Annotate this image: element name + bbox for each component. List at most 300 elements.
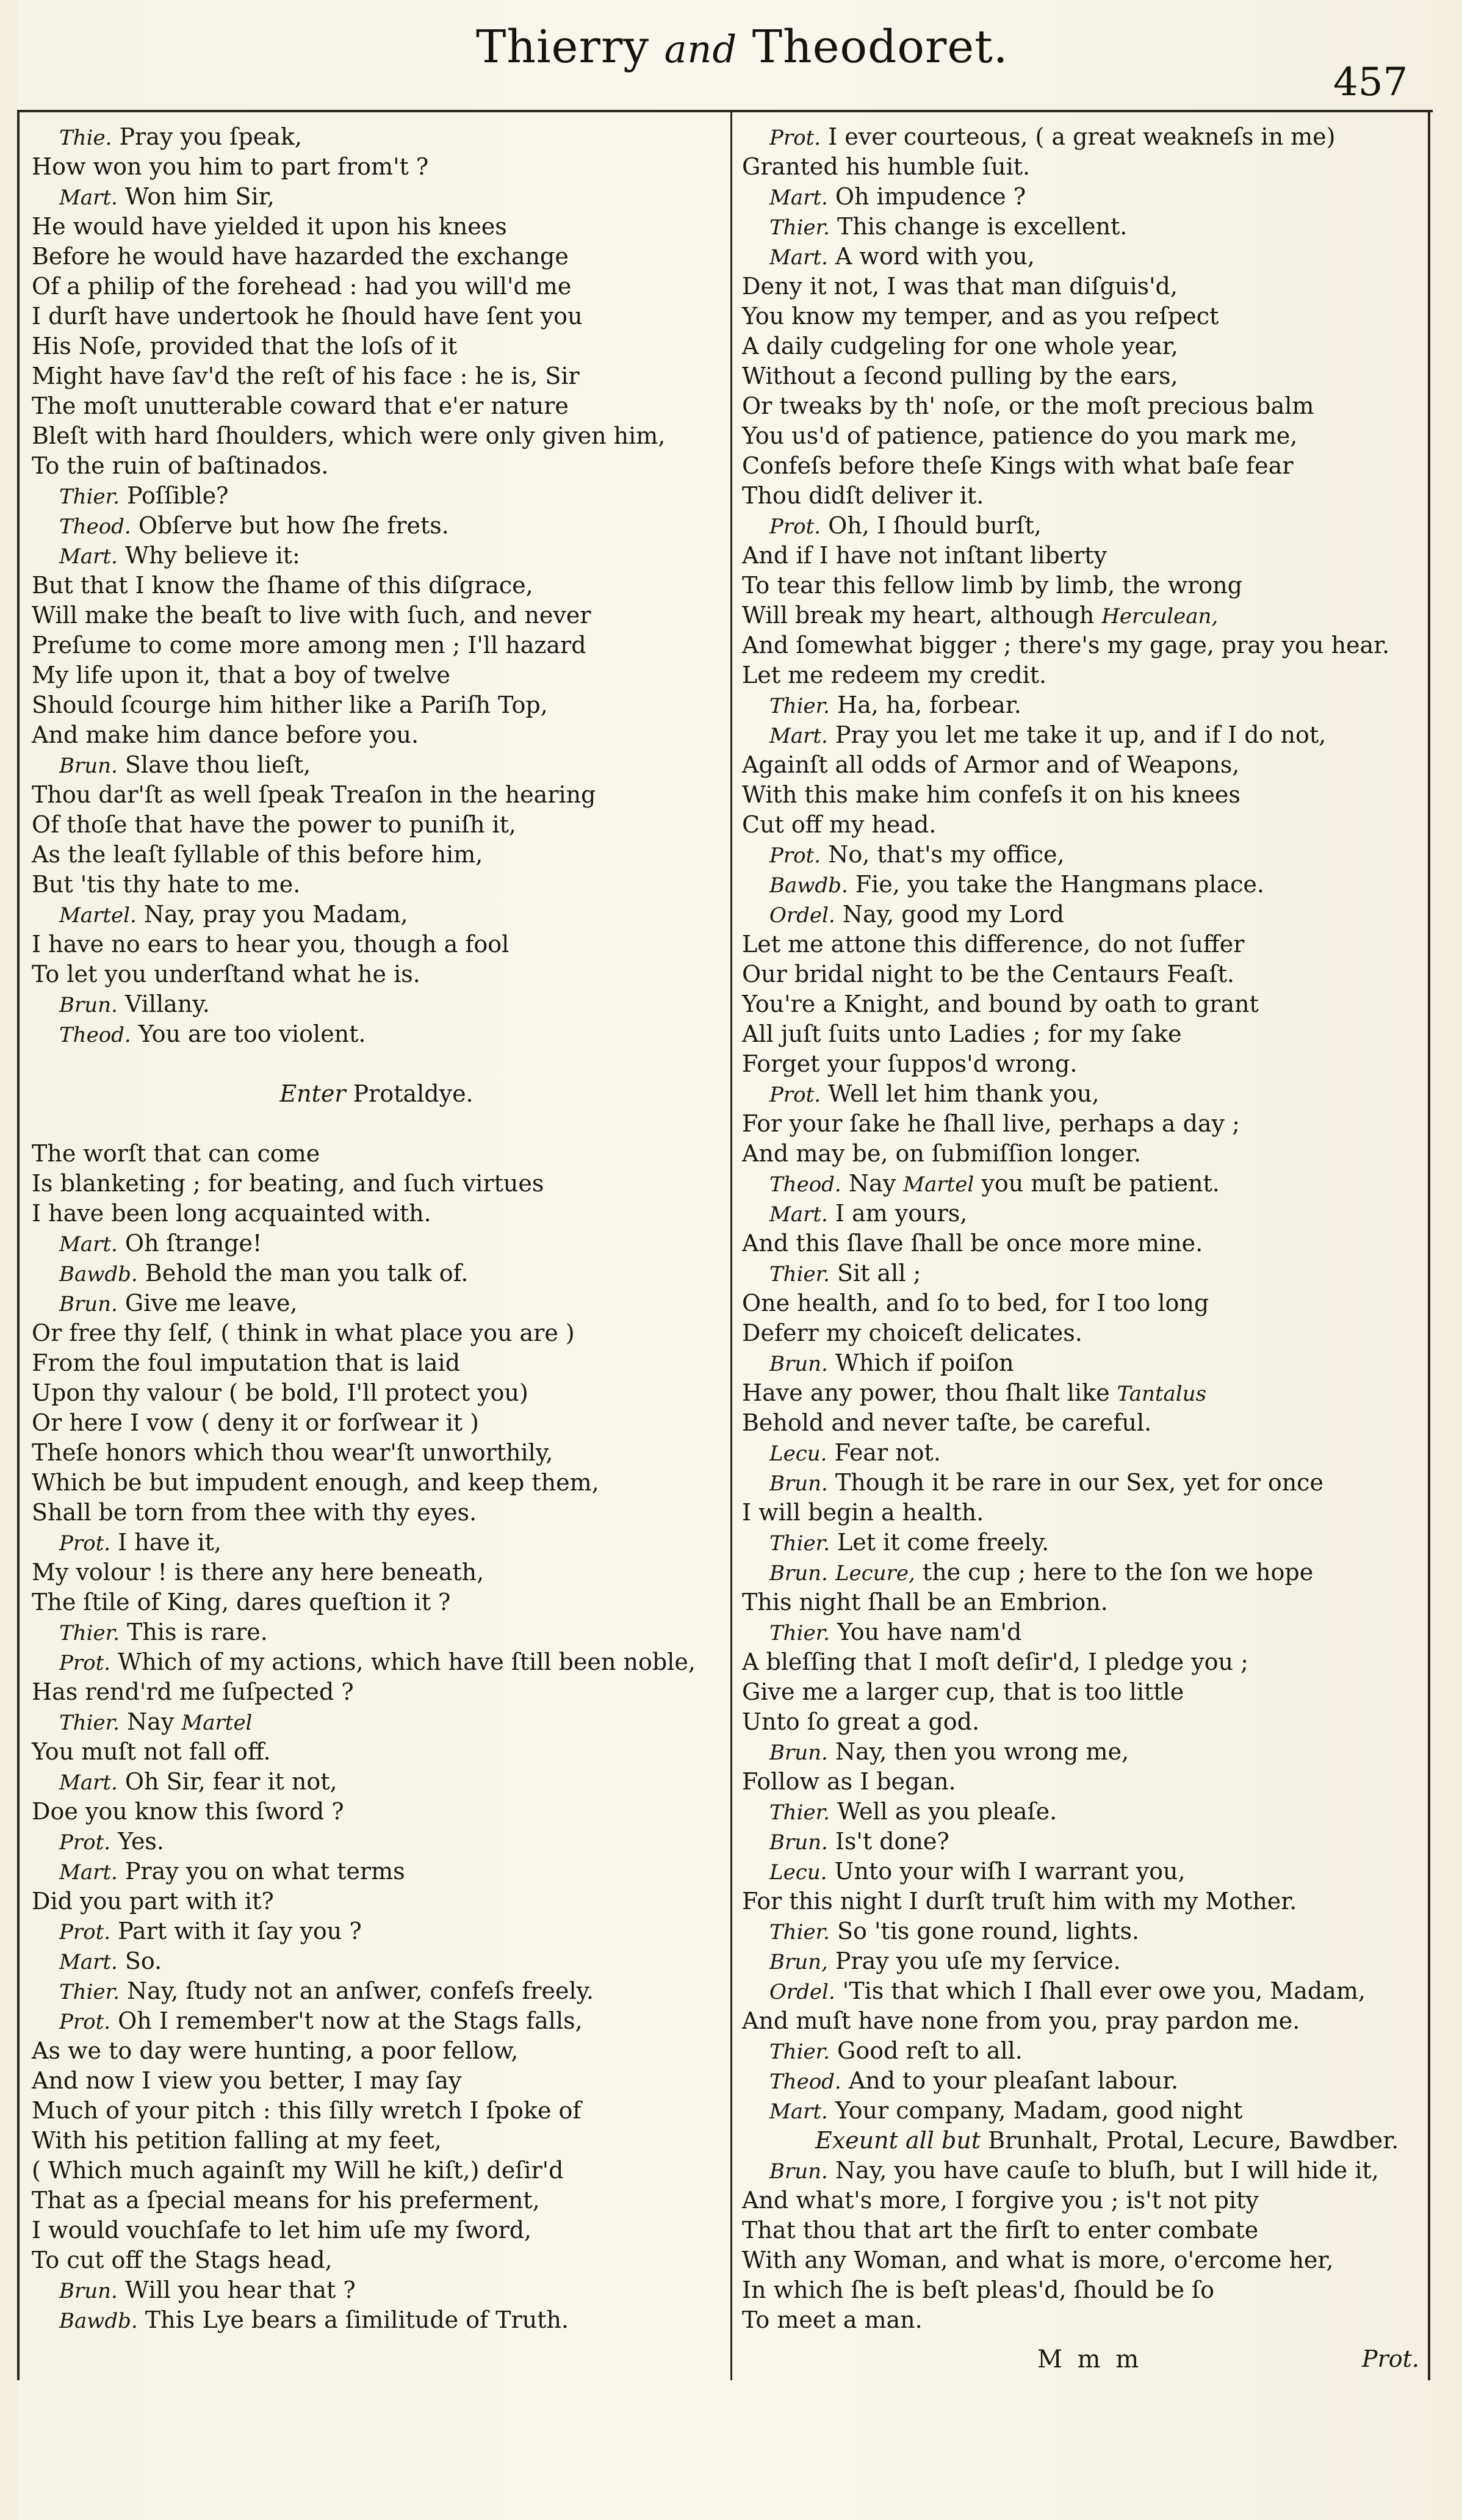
running-title [476, 21, 1008, 73]
right-text-column [742, 122, 1422, 2335]
speaker-name: Prot. [769, 843, 821, 868]
verse-line [742, 930, 1422, 959]
speaker-name: Brun. [769, 1741, 828, 1765]
verse-line [742, 1587, 1422, 1617]
italic-name: Martel [181, 1711, 253, 1735]
speaker-name: Martel. [59, 903, 137, 928]
line-text: Or tweaks by th' noſe, or the moſt precious balm [742, 392, 1314, 419]
line-text: Is blanketing ; for beating, and ſuch virtues [32, 1170, 544, 1197]
verse-line [32, 1707, 721, 1737]
verse-line [32, 1378, 721, 1408]
left-text-column [32, 122, 721, 2335]
line-text: So 'tis gone round, lights. [829, 1918, 1140, 1944]
line-text: Nay [841, 1170, 904, 1197]
line-text: To the ruin of baſtinados. [32, 452, 329, 479]
line-text: Pray you uſe my ſervice. [827, 1948, 1121, 1974]
line-text: Poſſible? [119, 482, 229, 509]
speaker-name: Thier. [59, 1711, 120, 1735]
verse-line [32, 152, 721, 182]
verse-line [742, 1498, 1422, 1528]
line-text: Much of your pitch : this ſilly wretch I ſpoke of [32, 2097, 582, 2124]
speaker-name: Mart. [59, 1950, 118, 1974]
verse-line [32, 1767, 721, 1797]
speaker-name: Thier. [59, 1621, 120, 1645]
line-text: As the leaſt ſyllable of this before him, [32, 841, 483, 868]
line-text: To tear this fellow limb by limb, the wrong [742, 572, 1242, 599]
line-text: I durſt have undertook he ſhould have ſent you [32, 303, 583, 330]
speaker-name: Prot. [769, 126, 821, 150]
verse-line [32, 331, 721, 361]
verse-line [742, 481, 1422, 511]
speaker-name: Ordel. [769, 903, 835, 928]
line-text: Your company, Madam, good night [827, 2097, 1243, 2124]
verse-line [742, 1857, 1422, 1886]
line-text: I have it, [110, 1529, 221, 1556]
line-text: And now I view you better, I may ſay [32, 2067, 462, 2094]
verse-line [742, 1916, 1422, 1946]
line-text: Nay [119, 1708, 182, 1735]
verse-line [742, 959, 1422, 989]
line-text: And make him dance before you. [32, 721, 419, 748]
stage-direction [742, 2126, 1422, 2156]
signature-mark: M m m [1037, 2345, 1143, 2374]
speaker-name: Thier. [769, 1800, 830, 1825]
line-text: Will make the beaſt to live with ſuch, and never [32, 602, 591, 629]
line-text: ( Which much againſt my Will he kiſt,) deſir'd [32, 2157, 564, 2184]
line-text: Deny it not, I was that man diſguis'd, [742, 273, 1178, 300]
verse-line [742, 1647, 1422, 1677]
verse-line [32, 690, 721, 720]
verse-line [32, 2006, 721, 2036]
line-text: This change is excellent. [829, 213, 1128, 240]
verse-line [32, 1199, 721, 1229]
line-text: In which ſhe is beſt pleas'd, ſhould be ſo [742, 2276, 1214, 2303]
verse-line [742, 421, 1422, 451]
verse-line [32, 1916, 721, 1946]
line-text: Why believe it: [117, 542, 300, 569]
line-text: Upon thy valour ( be bold, I'll protect you) [32, 1379, 528, 1406]
line-text: Bleſt with hard ſhoulders, which were only given him, [32, 422, 666, 449]
verse-line [742, 1707, 1422, 1737]
speaker-name: Brun. [769, 1352, 828, 1376]
blank-line [32, 1109, 721, 1139]
verse-line [32, 870, 721, 900]
line-text: Won him Sir, [117, 183, 275, 210]
line-text: Let me redeem my credit. [742, 662, 1047, 688]
speaker-name: Prot. [59, 1651, 111, 1675]
verse-line [32, 2126, 721, 2156]
verse-line [742, 1049, 1422, 1079]
line-text: Deferr my choiceſt delicates. [742, 1320, 1082, 1346]
line-text: Of thoſe that have the power to puniſh it, [32, 811, 517, 838]
line-text: Before he would have hazarded the exchange [32, 243, 569, 270]
verse-line [742, 601, 1422, 630]
verse-line [742, 1946, 1422, 1976]
verse-line [32, 451, 721, 481]
stage-direction [32, 1079, 721, 1109]
line-text: The worſt that can come [32, 1140, 320, 1167]
line-text: Though it be rare in our Sex, yet for once [827, 1469, 1323, 1496]
speaker-name: Thier. [769, 694, 830, 718]
verse-line [742, 1468, 1422, 1498]
speaker-name: Ordel. [769, 1980, 835, 2004]
verse-line [32, 1617, 721, 1647]
verse-line [742, 1886, 1422, 1916]
line-text: Without a ſecond pulling by the ears, [742, 363, 1178, 389]
speaker-name: Brun. [59, 2279, 118, 2303]
verse-line [742, 122, 1422, 152]
verse-line [32, 630, 721, 660]
speaker-name: Mart. [769, 186, 828, 210]
line-text: Pray you on what terms [117, 1858, 405, 1885]
speaker-name: Bawdb. [769, 873, 848, 898]
speaker-name: Mart. [769, 245, 828, 270]
verse-line [32, 1976, 721, 2006]
verse-line [742, 361, 1422, 391]
line-text: And if I have not inſtant liberty [742, 542, 1107, 569]
verse-line [742, 989, 1422, 1019]
line-text: Fie, you take the Hangmans place. [848, 871, 1264, 898]
verse-line [32, 541, 721, 571]
verse-line [742, 1318, 1422, 1348]
speaker-name: Bawdb. [59, 1262, 138, 1287]
line-text: That thou that art the firſt to enter combate [742, 2217, 1259, 2244]
verse-line [32, 1647, 721, 1677]
line-text: Well let him thank you, [821, 1080, 1100, 1107]
line-text: Or here I vow ( deny it or forſwear it ) [32, 1409, 479, 1436]
line-text: Behold the man you talk of. [137, 1260, 469, 1287]
speaker-name: Thier. [59, 485, 120, 509]
line-text: And muſt have none from you, pray pardon me. [742, 2007, 1300, 2034]
verse-line [32, 840, 721, 870]
speaker-name: Thier. [769, 1262, 830, 1287]
header-rule [17, 110, 1433, 112]
catchword: Prot. [1362, 2345, 1419, 2372]
verse-line [32, 1408, 721, 1438]
verse-line [742, 1797, 1422, 1827]
speaker-name: Brun. [769, 2159, 828, 2184]
verse-line [742, 2066, 1422, 2096]
verse-line [32, 1737, 721, 1767]
verse-line [32, 780, 721, 810]
line-text: Nay, ſtudy not an anſwer, confeſs freely. [119, 1977, 594, 2004]
verse-line [32, 1886, 721, 1916]
line-text: Have any power, thou ſhalt like [742, 1379, 1117, 1406]
line-text: Pray you ſpeak, [112, 123, 302, 150]
line-text: One health, and ſo to bed, for I too long [742, 1290, 1209, 1316]
line-text: Shall be torn from thee with thy eyes. [32, 1499, 477, 1526]
line-text: With any Woman, and what is more, o'ercome her, [742, 2247, 1334, 2273]
verse-line [32, 1797, 721, 1827]
line-text: To cut off the Stags head, [32, 2247, 333, 2273]
line-text: My volour ! is there any here beneath, [32, 1559, 484, 1586]
verse-line [32, 1169, 721, 1199]
verse-line [742, 1199, 1422, 1229]
verse-line [32, 2186, 721, 2215]
line-text: With his petition falling at my feet, [32, 2127, 442, 2154]
verse-line [32, 481, 721, 511]
line-text: No, that's my office, [821, 841, 1065, 868]
verse-line [742, 2305, 1422, 2335]
verse-line [742, 2215, 1422, 2245]
verse-line [32, 1677, 721, 1707]
verse-line [32, 2245, 721, 2275]
line-text: With this make him confeſs it on his knees [742, 781, 1241, 808]
line-text: All juſt ſuits unto Ladies ; for my ſake [742, 1020, 1182, 1047]
italic-name: Tantalus [1117, 1382, 1207, 1406]
line-text: Good reſt to all. [829, 2037, 1023, 2064]
verse-line [742, 331, 1422, 361]
speaker-name: Brun. [59, 993, 118, 1017]
verse-line [742, 511, 1422, 541]
verse-line [742, 571, 1422, 601]
verse-line [742, 1737, 1422, 1767]
line-text: Let me attone this difference, do not ſuffer [742, 931, 1245, 958]
line-text: Well as you pleaſe. [829, 1798, 1057, 1825]
line-text: Confeſs before theſe Kings with what baſe fear [742, 452, 1294, 479]
verse-line [32, 301, 721, 331]
verse-line [742, 1617, 1422, 1647]
stage-direction-verb: Exeunt all but [815, 2127, 981, 2154]
column-divider-rule [730, 110, 732, 2380]
verse-line [32, 1258, 721, 1288]
verse-line [742, 1229, 1422, 1258]
line-text: A word with you, [827, 243, 1035, 270]
line-text: This night ſhall be an Embrion. [742, 1589, 1108, 1616]
line-text: Thou dar'ſt as well ſpeak Treaſon in the hearing [32, 781, 596, 808]
line-text: Might have ſav'd the reſt of his face : he is, Sir [32, 363, 580, 389]
speaker-name: Lecu. [769, 1860, 827, 1885]
speaker-name: Brun. [59, 754, 118, 778]
verse-line [742, 1558, 1422, 1587]
verse-line [742, 870, 1422, 900]
line-text: From the foul imputation that is laid [32, 1349, 461, 1376]
line-text: My life upon it, that a boy of twelve [32, 662, 450, 688]
verse-line [32, 2215, 721, 2245]
line-text: Follow as I began. [742, 1768, 956, 1795]
verse-line [32, 511, 721, 541]
italic-name: Martel [903, 1172, 974, 1197]
verse-line [32, 361, 721, 391]
line-text: Did you part with it? [32, 1888, 274, 1915]
line-text: Behold and never taſte, be careful. [742, 1409, 1152, 1436]
line-text: I will begin a health. [742, 1499, 984, 1526]
verse-line [742, 212, 1422, 242]
verse-line [742, 272, 1422, 301]
line-text: Or free thy ſelf, ( think in what place you are ) [32, 1320, 575, 1346]
line-text: A bleſſing that I moſt deſir'd, I pledge you ; [742, 1648, 1248, 1675]
verse-line [742, 1348, 1422, 1378]
line-text: His Noſe, provided that the loſs of it [32, 333, 458, 359]
italic-name: Herculean, [1101, 604, 1219, 629]
speaker-name: Mart. [769, 724, 828, 748]
line-text: You know my temper, and as you reſpect [742, 303, 1219, 330]
speaker-name: Brun, [769, 1950, 828, 1974]
line-text: I would vouchſafe to let him uſe my ſword, [32, 2217, 532, 2244]
verse-line [32, 1946, 721, 1976]
verse-line [742, 1169, 1422, 1199]
verse-line [742, 840, 1422, 870]
line-text: But that I know the ſhame of this diſgrace, [32, 572, 533, 599]
right-border-rule [1428, 110, 1430, 2380]
line-text: Slave thou lieſt, [117, 751, 311, 778]
verse-line [32, 930, 721, 959]
verse-line [32, 900, 721, 930]
verse-line [742, 1438, 1422, 1468]
verse-line [742, 780, 1422, 810]
verse-line [32, 750, 721, 780]
page-number: 457 [1333, 60, 1408, 105]
line-text: And may be, on ſubmiſſion longer. [742, 1140, 1142, 1167]
verse-line [742, 810, 1422, 840]
verse-line [742, 690, 1422, 720]
verse-line [742, 152, 1422, 182]
verse-line [742, 1767, 1422, 1797]
verse-line [32, 1857, 721, 1886]
line-text: Oh, I ſhould burſt, [821, 512, 1042, 539]
verse-line [32, 391, 721, 421]
speaker-name: Thier. [769, 1920, 830, 1944]
line-text: Nay, good my Lord [835, 901, 1064, 928]
line-text: You are too violent. [131, 1020, 366, 1047]
speaker-name: Brun. [769, 1471, 828, 1496]
verse-line [32, 2096, 721, 2126]
speaker-name: Prot. [769, 1083, 821, 1107]
verse-line [32, 2066, 721, 2096]
verse-line [742, 1139, 1422, 1169]
verse-line [742, 2096, 1422, 2126]
verse-line [742, 1827, 1422, 1857]
verse-line [742, 2006, 1422, 2036]
verse-line [32, 1558, 721, 1587]
italic-name: Lecure, [835, 1561, 915, 1586]
stage-direction-verb: Enter [279, 1080, 346, 1107]
line-text: Oh I remember't now at the Stags falls, [110, 2007, 583, 2034]
title-part1: Thierry [476, 21, 650, 73]
line-text: A daily cudgeling for one whole year, [742, 333, 1178, 359]
verse-line [32, 1438, 721, 1468]
speaker-name: Thier. [769, 215, 830, 240]
verse-line [742, 301, 1422, 331]
speaker-name: Prot. [769, 514, 821, 539]
verse-line [32, 2275, 721, 2305]
verse-line [32, 272, 721, 301]
verse-line [742, 242, 1422, 272]
speaker-name: Mart. [59, 1860, 118, 1885]
verse-line [32, 810, 721, 840]
speaker-name: Theod. [59, 1023, 131, 1047]
line-text [828, 1559, 835, 1586]
line-text: How won you him to part from't ? [32, 153, 429, 180]
line-text: Preſume to come more among men ; I'll hazard [32, 632, 586, 659]
line-text: To meet a man. [742, 2306, 923, 2333]
speaker-name: Prot. [59, 2010, 111, 2034]
line-text: I am yours, [827, 1200, 968, 1227]
line-text: Is't done? [827, 1828, 949, 1855]
line-text: Which if poiſon [827, 1349, 1014, 1376]
stage-direction-names: Brunhalt, Protal, Lecure, Bawdber. [981, 2127, 1399, 2154]
speaker-name: Thier. [59, 1980, 120, 2004]
line-text: Fear not. [827, 1439, 941, 1466]
speaker-name: Theod. [59, 514, 131, 539]
line-text: Of a philip of the forehead : had you will'd me [32, 273, 572, 300]
line-text: Oh Sir, fear it not, [117, 1768, 337, 1795]
speaker-name: Theod. [769, 1172, 841, 1197]
speaker-name: Thier. [769, 1531, 830, 1556]
speaker-name: Thie. [59, 126, 112, 150]
verse-line [742, 391, 1422, 421]
line-text: This Lye bears a ſimilitude of Truth. [137, 2306, 569, 2333]
verse-line [742, 541, 1422, 571]
line-text: This is rare. [119, 1619, 268, 1645]
verse-line [742, 1677, 1422, 1707]
speaker-name: Mart. [59, 186, 118, 210]
line-text: Let it come freely. [829, 1529, 1050, 1556]
speaker-name: Theod. [769, 2070, 841, 2094]
line-text: Sit all ; [829, 1260, 921, 1287]
verse-line [742, 1378, 1422, 1408]
stage-direction-names: Protaldye. [345, 1080, 474, 1107]
line-text: He would have yielded it upon his knees [32, 213, 507, 240]
left-border-rule [17, 110, 20, 2380]
verse-line [32, 2305, 721, 2335]
line-text: I have been long acquainted with. [32, 1200, 431, 1227]
line-text: Thou didſt deliver it. [742, 482, 984, 509]
verse-line [32, 2156, 721, 2186]
line-text: Unto your wiſh I warrant you, [827, 1858, 1186, 1885]
line-text: I ever courteous, ( a great weakneſs in me) [821, 123, 1336, 150]
verse-line [32, 1827, 721, 1857]
speaker-name: Mart. [59, 1771, 118, 1795]
line-text: You muſt not fall off. [32, 1738, 271, 1765]
speaker-name: Mart. [59, 1232, 118, 1257]
line-text: Will break my heart, although [742, 602, 1102, 629]
verse-line [32, 1348, 721, 1378]
line-text: Will you hear that ? [117, 2276, 356, 2303]
verse-line [32, 959, 721, 989]
verse-line [32, 601, 721, 630]
line-text: So. [117, 1948, 162, 1974]
line-text: Forget your ſuppos'd wrong. [742, 1050, 1078, 1077]
line-text: Obſerve but how ſhe frets. [131, 512, 449, 539]
line-text: As we to day were hunting, a poor fellow, [32, 2037, 519, 2064]
speaker-name: Mart. [769, 2099, 828, 2124]
verse-line [742, 1528, 1422, 1558]
line-text: Part with it ſay you ? [110, 1918, 362, 1944]
line-text: That as a ſpecial means for his preferment, [32, 2187, 540, 2214]
verse-line [32, 212, 721, 242]
blank-line [32, 1049, 721, 1079]
line-text: Doe you know this ſword ? [32, 1798, 344, 1825]
verse-line [742, 2245, 1422, 2275]
verse-line [32, 1019, 721, 1049]
line-text: Should ſcourge him hither like a Pariſh Top, [32, 691, 548, 718]
verse-line [32, 182, 721, 212]
line-text: Which be but impudent enough, and keep them, [32, 1469, 599, 1496]
line-text: And ſomewhat bigger ; there's my gage, pray you hear. [742, 632, 1390, 659]
line-text: Oh ſtrange! [117, 1230, 262, 1257]
line-text: Ha, ha, forbear. [829, 691, 1021, 718]
line-text: Yes. [110, 1828, 165, 1855]
line-text: For your ſake he ſhall live, perhaps a day ; [742, 1110, 1240, 1137]
line-text: The moſt unutterable coward that e'er nature [32, 392, 569, 419]
verse-line [32, 1468, 721, 1498]
verse-line [742, 660, 1422, 690]
verse-line [32, 660, 721, 690]
verse-line [32, 122, 721, 152]
line-text: Give me leave, [117, 1290, 298, 1316]
speaker-name: Lecu. [769, 1442, 827, 1466]
